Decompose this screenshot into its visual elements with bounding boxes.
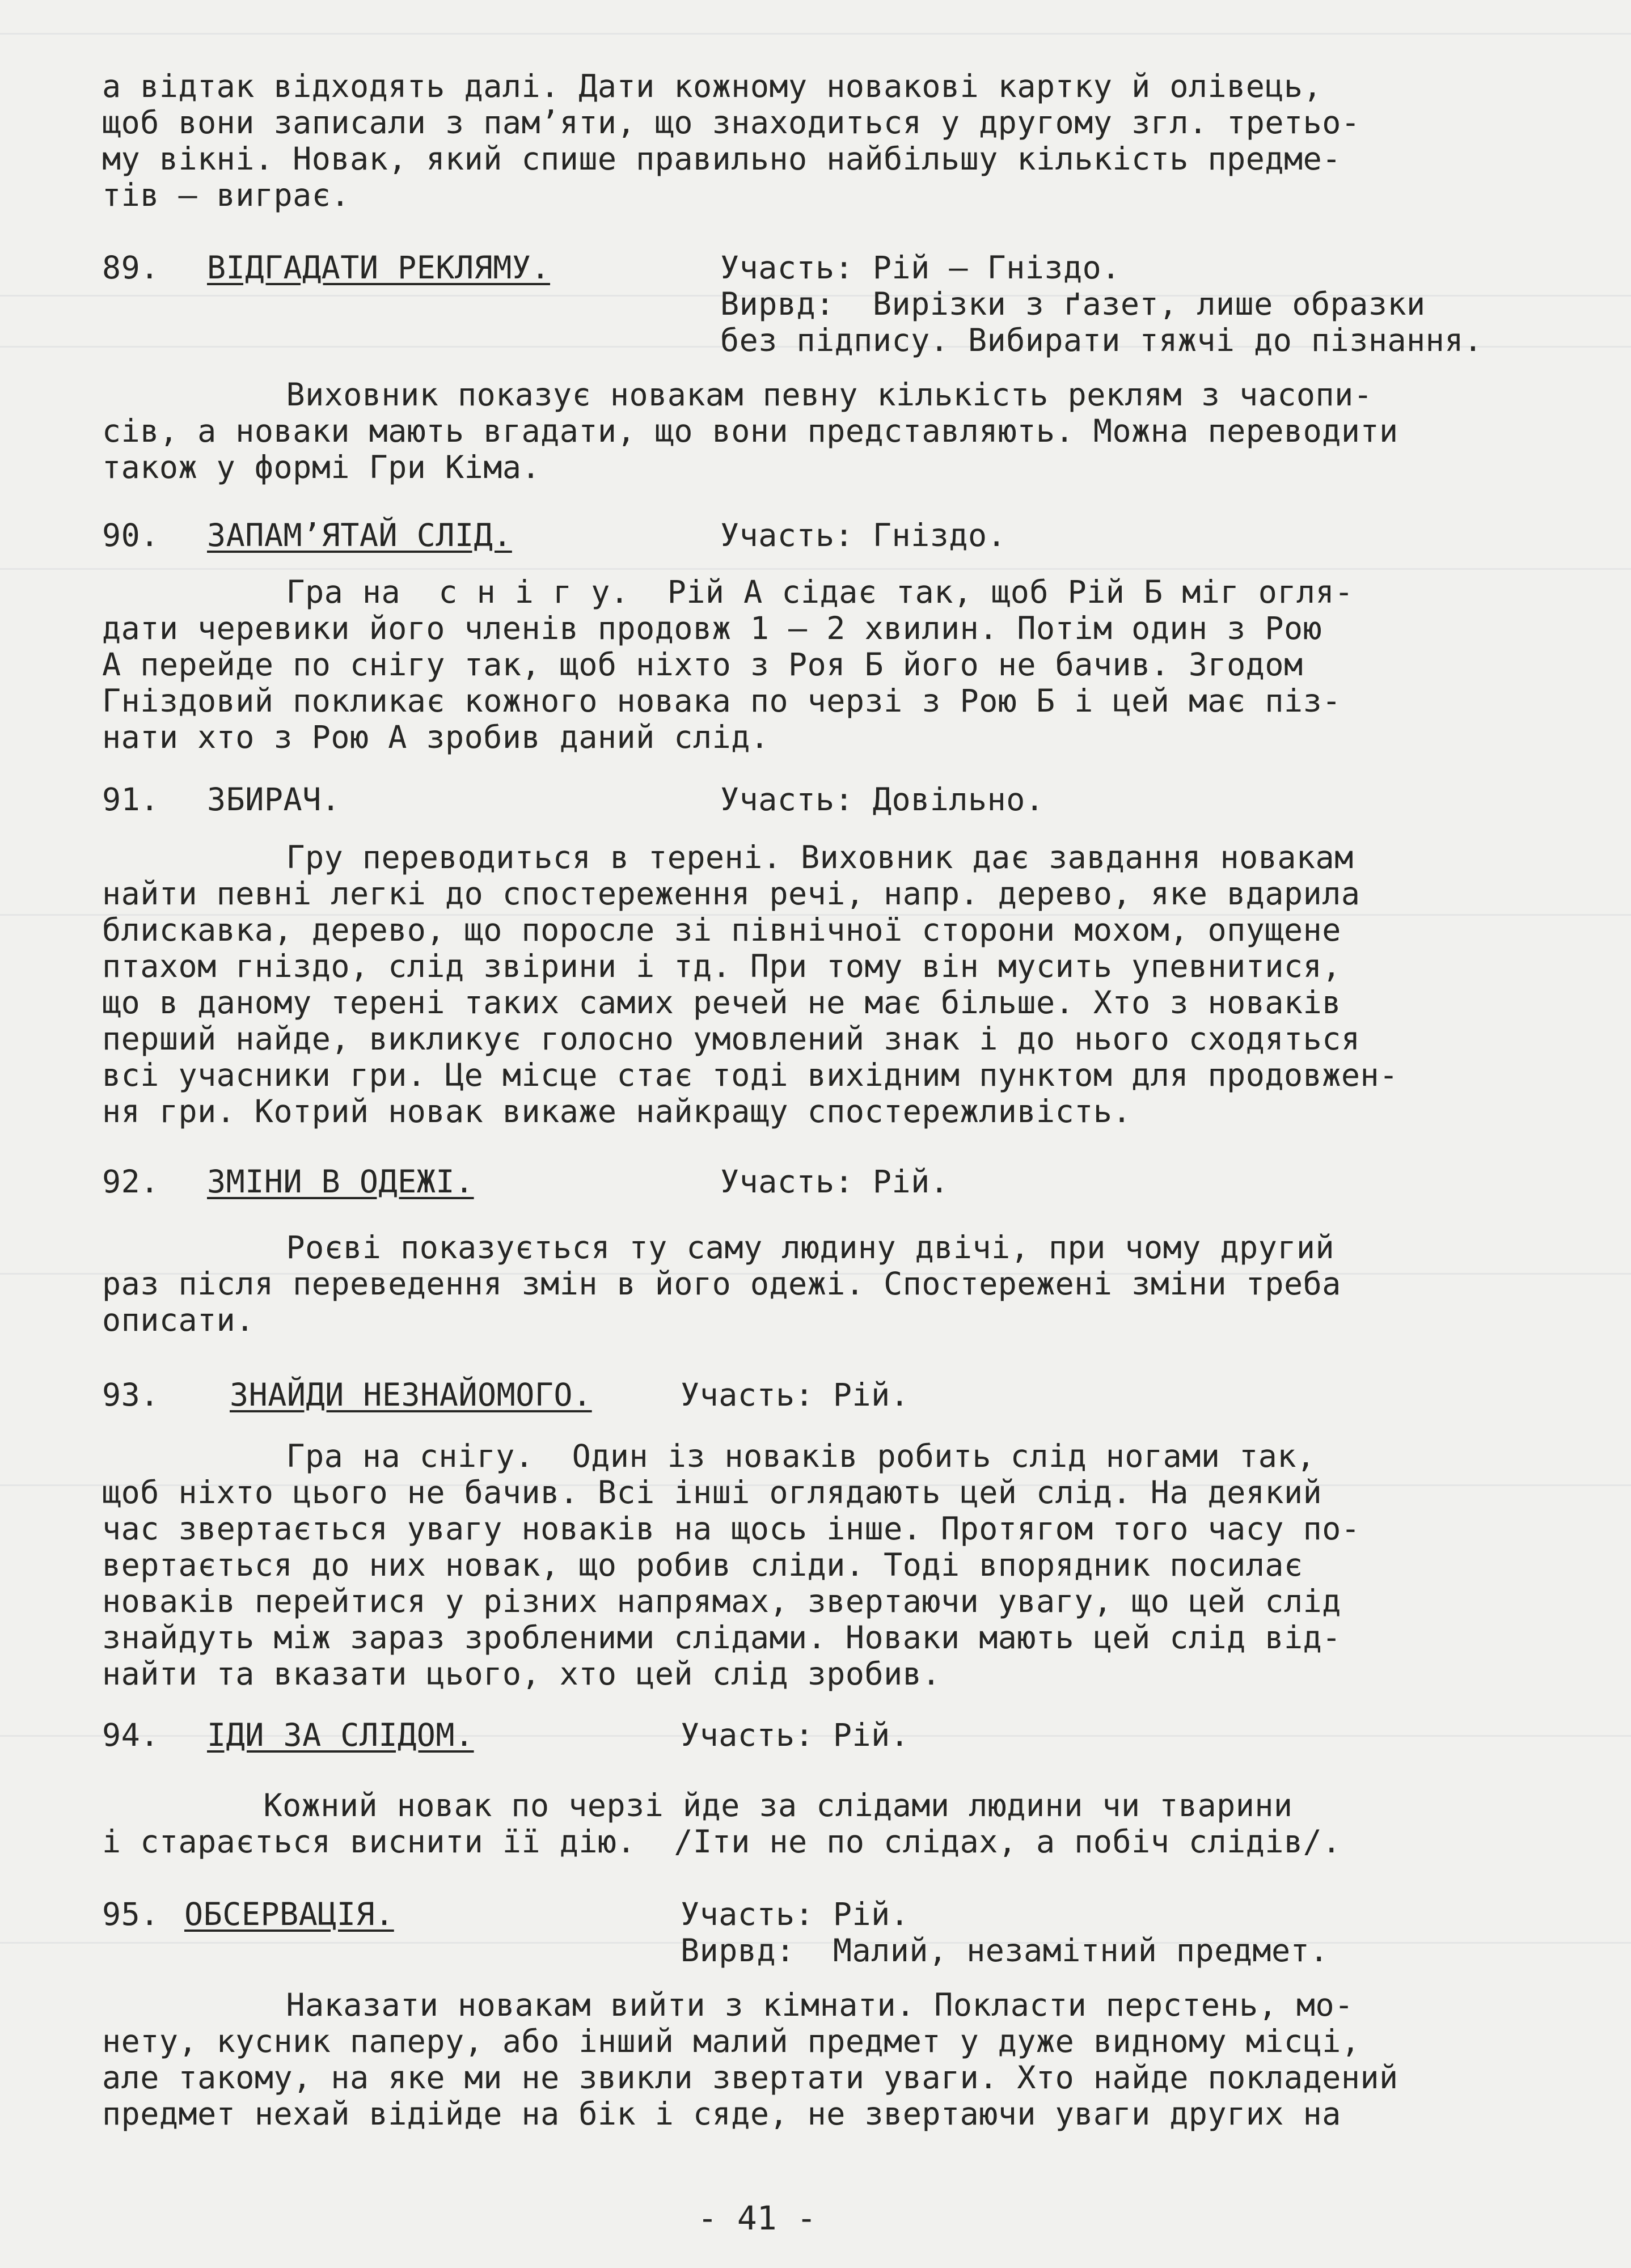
game-text-line: і старається виснити її дію. /Іти не по слідах, а побіч слідів/. (102, 1823, 1341, 1860)
game-number: 90. (102, 517, 159, 553)
game-text-line: але такому, на яке ми не звикли звертати уваги. Хто найде покладений (102, 2059, 1398, 2096)
game-number: 89. (102, 249, 159, 286)
game-requirement: Вирвд: Вирізки з ґазет, лише образки (720, 286, 1426, 322)
game-title: ЗАПАМ’ЯТАЙ СЛІД. (207, 517, 512, 553)
game-text-line: ня гри. Котрий новак викаже найкращу спостережливість. (102, 1093, 1132, 1129)
game-number: 95. (102, 1896, 159, 1932)
game-text-line: Гра на с н і г у. Рій А сідає так, щоб Рій Б міг огля- (210, 574, 1354, 610)
game-text-line: всі учасники гри. Це місце стає тоді вихідним пунктом для продовжен- (102, 1057, 1398, 1093)
game-text-line: щоб ніхто цього не бачив. Всі інші оглядають цей слід. На деякий (102, 1474, 1322, 1510)
game-text-line: знайдуть між зараз зробленими слідами. Новаки мають цей слід від- (102, 1619, 1341, 1656)
game-text-line: блискавка, дерево, що поросле зі північної сторони мохом, опущене (102, 912, 1341, 948)
game-participation: Участь: Рій – Гніздо. (720, 249, 1121, 286)
game-text-line: Виховник показує новакам певну кількість реклям з часопи- (210, 376, 1373, 413)
intro-line: тів – виграє. (102, 177, 350, 213)
game-number: 92. (102, 1163, 159, 1200)
game-text-line: Гру переводиться в терені. Виховник дає завдання новакам (210, 839, 1354, 875)
intro-line: му вікні. Новак, який спише правильно найбільшу кількість предме- (102, 141, 1341, 177)
game-participation: Участь: Рій. (720, 1163, 949, 1200)
game-text-line: найти та вказати цього, хто цей слід зробив. (102, 1656, 941, 1692)
game-text-line: також у формі Гри Кіма. (102, 449, 541, 485)
game-title: ІДИ ЗА СЛІДОМ. (207, 1717, 474, 1753)
game-number: 93. (102, 1377, 159, 1413)
game-requirement: Вирвд: Малий, незамітний предмет. (681, 1932, 1329, 1969)
game-text-line: вертається до них новак, що робив сліди. Тоді впорядник посилає (102, 1547, 1303, 1583)
game-text-line: час звертається увагу новаків на щось інше. Протягом того часу по- (102, 1510, 1360, 1547)
game-number: 91. (102, 781, 159, 818)
game-title: ЗНАЙДИ НЕЗНАЙОМОГО. (230, 1377, 592, 1413)
game-text-line: дати черевики його членів продовж 1 – 2 хвилин. Потім один з Рою (102, 610, 1322, 646)
game-text-line: Кожний новак по черзі йде за слідами людини чи тварини (187, 1787, 1293, 1823)
intro-line: а відтак відходять далі. Дати кожному новакові картку й олівець, (102, 68, 1322, 104)
game-text-line: предмет нехай відійде на бік і сяде, не звертаючи уваги других на (102, 2096, 1341, 2132)
game-text-line: раз після переведення змін в його одежі. Спостережені зміни треба (102, 1266, 1341, 1302)
game-title: ОБСЕРВАЦІЯ. (184, 1896, 394, 1932)
game-text-line: описати. (102, 1302, 255, 1338)
game-title: ВІДГАДАТИ РЕКЛЯМУ. (207, 249, 551, 286)
page-number: - 41 - (698, 2199, 817, 2237)
game-participation: Участь: Довільно. (720, 781, 1045, 818)
game-title: ЗМІНИ В ОДЕЖІ. (207, 1163, 474, 1200)
game-text-line: перший найде, викликує голосно умовлений знак і до нього сходяться (102, 1021, 1360, 1057)
game-text-line: Роєві показується ту саму людину двічі, при чому другий (210, 1229, 1335, 1266)
game-title: ЗБИРАЧ. (207, 781, 341, 818)
game-text-line: А перейде по снігу так, щоб ніхто з Роя Б його не бачив. Згодом (102, 646, 1303, 683)
game-text-line: новаків перейтися у різних напрямах, звертаючи увагу, що цей слід (102, 1583, 1341, 1619)
game-participation: Участь: Гніздо. (720, 517, 1007, 553)
game-text-line: Наказати новакам вийти з кімнати. Покласти перстень, мо- (210, 1987, 1354, 2023)
game-text-line: нету, кусник паперу, або інший малий предмет у дуже видному місці, (102, 2023, 1360, 2059)
game-requirement: без підпису. Вибирати тяжчі до пізнання. (720, 322, 1483, 358)
game-number: 94. (102, 1717, 159, 1753)
game-text-line: Гра на снігу. Один із новаків робить слід ногами так, (210, 1438, 1316, 1474)
intro-line: щоб вони записали з пам’яти, що знаходиться у другому згл. третьо- (102, 104, 1360, 141)
game-text-line: що в даному терені таких самих речей не має більше. Хто з новаків (102, 984, 1341, 1021)
game-text-line: сів, а новаки мають вгадати, що вони представляють. Можна переводити (102, 413, 1398, 449)
game-participation: Участь: Рій. (681, 1377, 910, 1413)
game-text-line: найти певні легкі до спостереження речі, напр. дерево, яке вдарила (102, 875, 1360, 912)
game-text-line: птахом гніздо, слід звірини і тд. При тому він мусить упевнитися, (102, 948, 1341, 984)
game-participation: Участь: Рій. (681, 1717, 910, 1753)
game-text-line: нати хто з Рою А зробив даний слід. (102, 719, 770, 755)
game-text-line: Гніздовий покликає кожного новака по черзі з Рою Б і цей має піз- (102, 683, 1341, 719)
game-participation: Участь: Рій. (681, 1896, 910, 1932)
